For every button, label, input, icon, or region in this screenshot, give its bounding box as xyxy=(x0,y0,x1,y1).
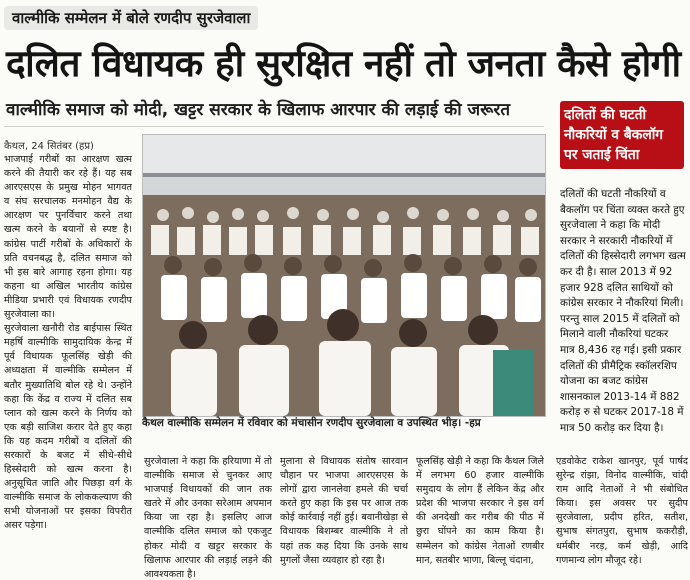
article-paragraph: मुलाना से विधायक संतोष सारवान चौहान पर भाजपा आरएसएस के लोगों द्वारा जानलेवा हमले की चर्चा करते हुए कहा कि इस पर आज तक कोई कार्रवाई नहीं हुई। बवानीखेड़ा से विधायक बिशम्बर वाल्मीकि ने तो यहां तक कह दिया कि उनके साथ मुगलों जैसा व्यवहार हो रहा है। xyxy=(280,456,408,566)
article-column-1 xyxy=(4,153,132,579)
photo-caption: कैथल वाल्मीकि सम्मेलन में रविवार को मंचासीन रणदीप सुरजेवाला व उपस्थित भीड़। -हप्र xyxy=(142,417,481,429)
divider xyxy=(4,126,544,127)
sidebar-heading: दलितों की घटती नौकरियों व बैकलॉग पर जताई चिंता xyxy=(560,101,684,169)
sidebar-body xyxy=(560,187,686,449)
subhead: वाल्मीकि समाज को मोदी, खट्टर सरकार के खिलाफ आरपार की लड़ाई की जरूरत xyxy=(6,100,511,120)
sidebar-box xyxy=(556,95,688,451)
crowd-photo-illustration xyxy=(143,135,545,416)
article-column-5 xyxy=(556,455,688,579)
article-paragraph: भाजपाई गरीबों का आरक्षण खत्म करने की तैयारी कर रहे हैं। यह सब आरएसएस के प्रमुख मोहन भागवत व संघ सरचालक मनमोहन वैद्य के आरक्षण पर पुनर्विचार करने तथा खत्म करने के बयानों से स्पष्ट है। कांग्रेस पार्टी गरीबों के अधिकारों के प्रति वचनबद्ध है, दलित समाज को भी इस बारे आगाह रहना होगा। यह कहना था अखिल भारतीय कांग्रेस मीडिया प्रभारी एवं विधायक रणदीप सुरजेवाला का। xyxy=(4,154,132,321)
headline: दलित विधायक ही सुरक्षित नहीं तो जनता कैसे होगी xyxy=(6,42,681,85)
news-photo xyxy=(142,134,546,417)
article-column-3 xyxy=(280,455,408,579)
article-paragraph: सुरजेवाला खनौरी रोड बाईपास स्थित महर्षि वाल्मीकि सामुदायिक केन्द्र में पूर्व विधायक फूलसिंह खेड़ी की अध्यक्षता में वाल्मीकि सम्मेलन में बतौर मुख्यातिथि बोल रहे थे। उन्होंने कहा कि केंद्र व राज्य में दलित सब प्लान को खत्म करने के निर्णय को एक बड़ी साजिश करार देते हुए कहा कि यह कदम गरीबों व दलितों की सरकारों के बजट में सीधे-सीधे हिस्सेदारी को खत्म करना है। अनुसूचित जाति और पिछड़ा वर्ग के वाल्मीकि समाज के लोककल्याण की सभी योजनाओं पर इसका विपरीत असर पड़ेगा। xyxy=(4,323,132,532)
article-column-2 xyxy=(144,455,272,579)
kicker: वाल्मीकि सम्मेलन में बोले रणदीप सुरजेवाला xyxy=(4,6,258,30)
article-column-4 xyxy=(416,455,544,579)
sidebar-paragraph: दलितों की घटती नौकरियों व बैकलॉग पर चिंता व्यक्त करते हुए सुरजेवाला ने कहा कि मोदी सरकार ने सरकारी नौकरियों में दलितों की हिस्सेदारी लगभग खत्म कर दी है। साल 2013 में 92 हजार 928 दलित साथियों को कांग्रेस सरकार ने नौकरियां मिली। परन्तु साल 2015 में दलितों को मिलाने वाली नौकरियां घटकर मात्र 8,436 रह गई। इसी प्रकार दलितों की प्रीमैट्रिक स्कॉलरशिप योजना का बजट कांग्रेस शासनकाल 2013-14 में 882 करोड़ रु से घटकर 2017-18 में मात्र 50 करोड़ कर दिया है। xyxy=(560,188,686,434)
kicker-bar xyxy=(0,0,690,34)
dateline: कैथल, 24 सितंबर (हप्र) xyxy=(4,141,94,152)
article-paragraph: एडवोकेट राकेश खानपुर, पूर्व पार्षद सुरेन्द्र रांझा, विनोद वाल्मीकि, चांदी राम आदि नेताओं ने भी संबोधित किया। इस अवसर पर सुदीप सुरजेवाला, प्रदीप हरित, सतीश, सुभाष संगतपुरा, सुभाष ककरौड़ी, धर्मबीर नरड़, कर्म खेड़ी, आदि गणमान्य लोग मौजूद रहे। xyxy=(556,456,688,566)
article-paragraph: फूलसिंह खेड़ी ने कहा कि कैथल जिले में लगभग 60 हजार वाल्मीकि समुदाय के लोग हैं लेकिन केंद्र और प्रदेश की भाजपा सरकार ने इस वर्ग की अनदेखी कर गरीब की पीठ में छुरा घोंपने का काम किया है। सम्मेलन को कांग्रेस नेताओं रणबीर मान, सतबीर भाणा, बिल्लू चंदाना, xyxy=(416,456,544,566)
article-paragraph: सुरजेवाला ने कहा कि हरियाणा में तो वाल्मीकि समाज से चुनकर आए भाजपाई विधायकों की जान तक खतरे में और उनका सरेआम अपमान किया जा रहा है। इसलिए आज वाल्मीकि दलित समाज को एकजुट होकर मोदी व खट्टर सरकार के खिलाफ आरपार की लड़ाई लड़ने की आवश्यकता है। xyxy=(144,456,272,579)
